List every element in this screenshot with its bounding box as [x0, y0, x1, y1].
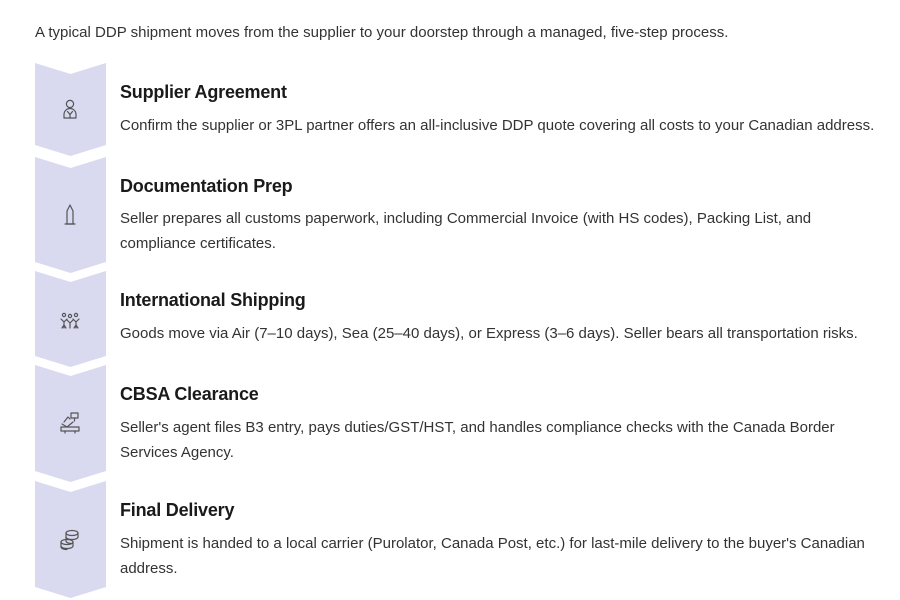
- step-title: CBSA Clearance: [120, 384, 259, 404]
- step-title: Final Delivery: [120, 500, 235, 520]
- step-description: Seller's agent files B3 entry, pays duties/GST/HST, and handles compliance checks with the Canada Border Services Agency.: [120, 419, 835, 461]
- step-cbsa-clearance: [0, 365, 900, 483]
- step-title: Supplier Agreement: [120, 82, 287, 102]
- step-international-shipping: [0, 271, 900, 367]
- step-title: Documentation Prep: [120, 176, 293, 196]
- step-supplier-agreement: [0, 63, 900, 159]
- step-final-delivery: [0, 481, 900, 598]
- shipping-people-icon: [57, 307, 83, 333]
- coin-stack-icon: [57, 527, 83, 553]
- step-title: International Shipping: [120, 290, 306, 310]
- step-description: Goods move via Air (7–10 days), Sea (25–40 days), or Express (3–6 days). Seller bears all transportation risks.: [120, 325, 858, 342]
- step-description: Confirm the supplier or 3PL partner offers an all-inclusive DDP quote covering all costs to your Canadian address.: [120, 117, 875, 134]
- step-description: Seller prepares all customs paperwork, including Commercial Invoice (with HS codes), Packing List, and compliance certificates.: [120, 210, 812, 252]
- intro-text: A typical DDP shipment moves from the supplier to your doorstep through a managed, five-step process.: [35, 24, 729, 41]
- step-documentation-prep: [0, 157, 900, 273]
- document-icon: [57, 202, 83, 228]
- supplier-person-icon: [57, 96, 83, 122]
- step-description: Shipment is handed to a local carrier (Purolator, Canada Post, etc.) for last-mile delivery to the buyer's Canadian address.: [120, 535, 865, 577]
- clearance-desk-icon: [57, 410, 83, 436]
